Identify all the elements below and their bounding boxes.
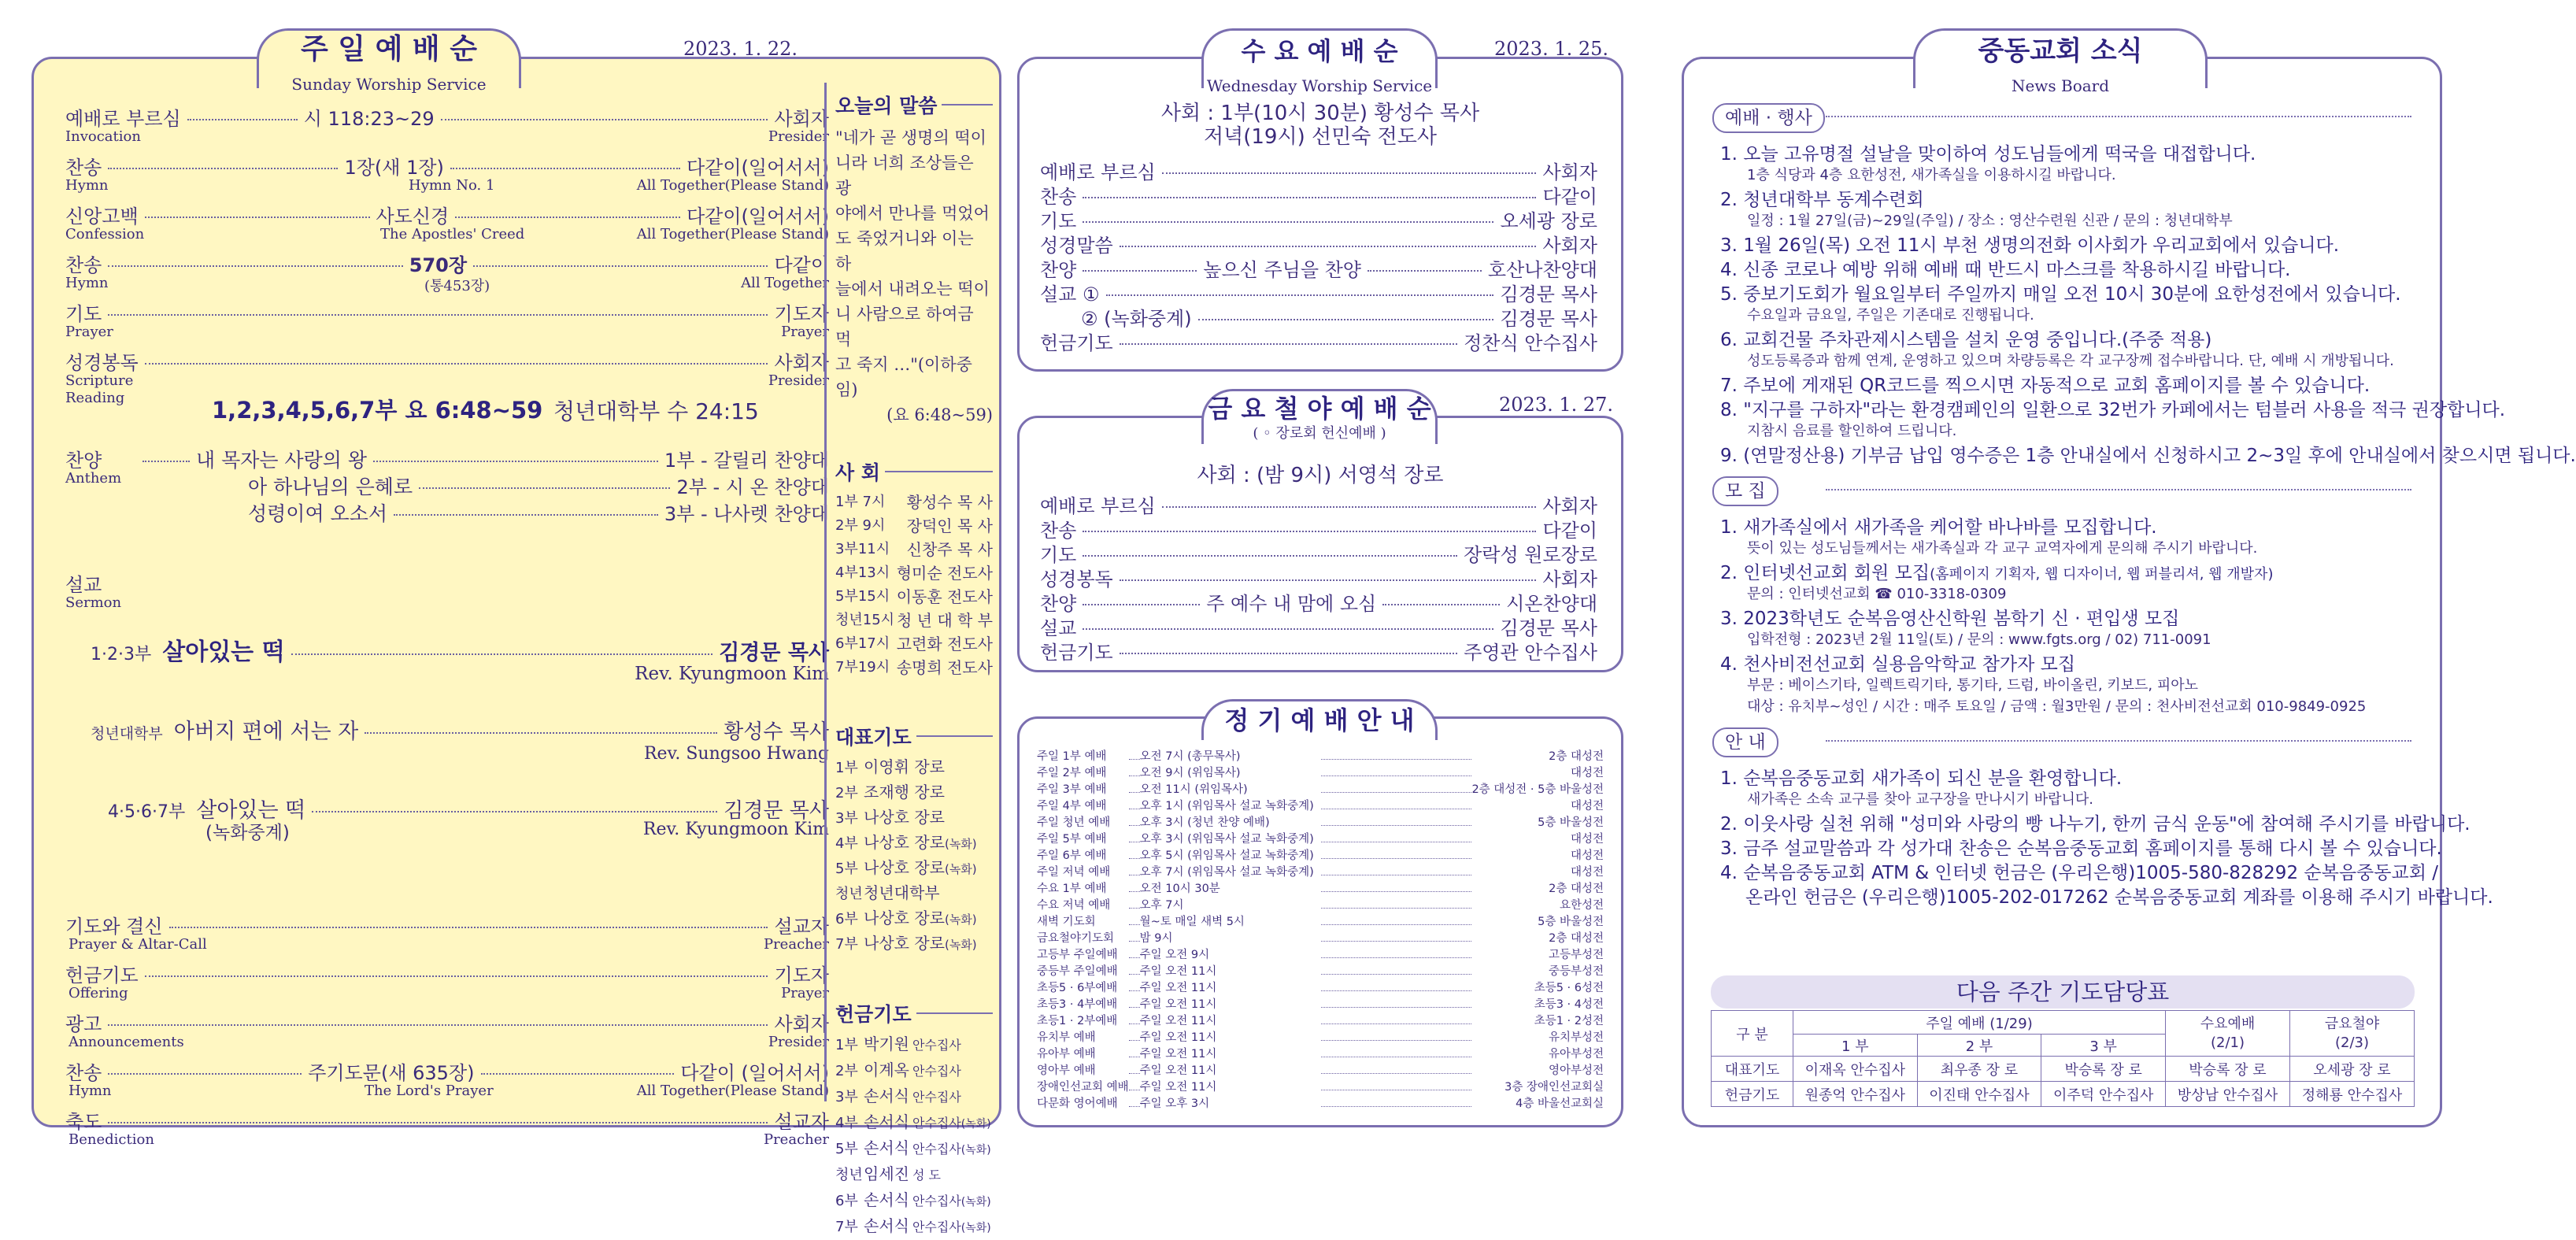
offering-item: 5부 손서식 안수집사(녹화) <box>835 1138 991 1157</box>
offering-item: 6부 손서식 안수집사(녹화) <box>835 1190 991 1209</box>
offering-item: 청년임세진 성 도 <box>835 1164 941 1183</box>
wed-order-item: 예배로 부르심 사회자 <box>1040 161 1597 183</box>
notice-item: 4. 순복음중동교회 ATM & 인터넷 헌금은 (우리은행)1005-580-828292 순복음중동교회 / <box>1720 863 2438 883</box>
sunday-date: 2023. 1. 22. <box>683 38 798 60</box>
regular-row: 다문화 영어예배 주일 오후 3시 4층 바울선교회실 <box>1037 1097 1604 1110</box>
regular-row: 초등5 · 6부예배 주일 오전 11시 초등5 · 6성전 <box>1037 982 1604 994</box>
fri-order-item: 기도 장락성 원로장로 <box>1040 544 1597 566</box>
presider-item: 3부11시 신창주 목 사 <box>835 540 993 559</box>
regular-row: 초등1 · 2부예배 주일 오전 11시 초등1 · 2성전 <box>1037 1015 1604 1027</box>
events-item: 5. 중보기도회가 월요일부터 주일까지 매일 오전 10시 30분에 요한성전에서 있습니다. <box>1720 284 2401 305</box>
events-item: 3. 1월 26일(목) 오전 11시 부천 생명의전화 이사회가 우리교회에서 있습니다. <box>1720 235 2340 256</box>
news-body: 예배 · 행사 1. 오늘 고유명절 설날을 맞이하여 성도님들에게 떡국을 대접합니다. 1층 식당과 4층 요한성전, 새가족실을 이용하시길 바랍니다. 2. 청년대학부 동계수련회 일정 : 1월 27일(금)~29일(주일) / 장소 : 영산수련원 신관 / 문의 : 청년대학부 3. 1월 26일(목) 오전 11시 부천 생명의전화 이사회가 우리교회에서 있습니다. 4. 신종 코로나 예방 위해 예배 때 반드시 마스크를 착용하시길 바랍니다. 5. 중보기도회가 월요일부터 주일까지 매일 오전 10시 30분에 요한성전에서 있습니다. 수요일과 금요일, 주일은 기존대로 진행됩니다. 6. 교회건물 주차관제시스템을 설치 운영 중입니다.(주중 적용) 성도등록증과 함께 연계, 운영하고 있으며 차량등록은 각 교구장께 접수바랍니다. 단, 예배 시 개방됩니다. 7. 주보에 게재된 QR코드를 찍으시면 자동적으로 교회 홈페이지를 볼 수 있습니다. 8. "지구를 구하자"라는 환경캠페인의 일환으로 32번가 카페에서는 텀블러 사용을 적극 권장합니다. 지참시 음료를 할인하여 드립니다. 9. (연말정산용) 기부금 납입 영수증은 1층 안내실에서 신청하시고 2~3일 후에 안내실에서 찾으시면 됩니다. 모 집 1. 새가족실에서 새가족을 케어할 바나바를 모집합니다. 뜻이 있는 성도님들께서는 새가족실과 각 교구 교역자에게 문의해 주시기 바랍니다. 2. 인터넷선교회 회원 모집(홈페이지 기획자, 웹 디자이너, 웹 퍼블리셔, 웹 개발자) 문의 : 인터넷선교회 ☎ 010-3318-0309 3. 2023학년도 순복음영산신학원 봄학기 신 · 편입생 모집 입학전형 : 2023년 2월 11일(토) / 문의 : www.fgts.org / 02) 711-0091 4. 천사비전선교회 실용음악학교 참가자 모집 부문 : 베이스기타, 일렉트릭기타, 통기타, 드럼, 바이올린, 키보드, 피아노 대상 : 유치부~성인 / 시간 : 매주 토요일 / 금액 : 월3만원 / 문의 : 천사비전선교회 010-9849-0925 안 내 1. 순복음중동교회 새가족이 되신 분을 환영합니다. 새가족은 소속 교구를 찾아 교구장을 만나시기 바랍니다. 2. 이웃사랑 실천 위해 "성미와 사랑의 빵 나누기, 한끼 금식 운동"에 참여해 주시기를 바랍니다. 3. 금주 설교말씀과 각 성가대 찬송은 순복음중동교회 홈페이지를 통해 다시 볼 수 있습니다. 4. 순복음중동교회 ATM & 인터넷 헌금은 (우리은행)1005-580-828292 순복음중동교회 / 온라인 헌금은 (우리은행)1005-202-017262 순복음중동교회 계좌를 이용해 주시기 바랍니다. <box>1684 59 2440 1125</box>
sunday-divider <box>824 83 827 1101</box>
offering-list <box>835 1032 993 1240</box>
presider-item: 5부15시 이동훈 전도사 <box>835 587 993 606</box>
presider-list <box>835 490 993 679</box>
fri-order-item: 헌금기도 주영관 안수집사 <box>1040 642 1597 664</box>
regular-row: 주일 4부 예배 오후 1시 (위임목사 설교 녹화중계) 대성전 <box>1037 800 1604 812</box>
order-benediction: 축도 설교자 <box>65 1111 829 1133</box>
prayer-item: 7부 나상호 장로(녹화) <box>835 934 977 953</box>
order-confession: 신앙고백 사도신경 다같이(일어서서) <box>65 205 830 228</box>
verse-ref: (요 6:48~59) <box>886 405 993 424</box>
fri-title-tab: 금 요 철 야 예 배 순 ( ◦ 장로회 헌신예배 ) <box>1201 389 1438 444</box>
regular-row: 주일 청년 예배 오후 3시 (청년 찬양 예배) 5층 바울성전 <box>1037 816 1604 829</box>
wed-leader-2: 저녁(19시) 선민숙 전도사 <box>1204 125 1437 149</box>
wed-order-item: 설교 ① 김경문 목사 <box>1040 283 1597 305</box>
reading-main: 1,2,3,4,5,6,7부 요 6:48~59 <box>212 397 543 424</box>
regular-row: 주일 1부 예배 오전 7시 (총무목사) 2층 대성전 <box>1037 750 1604 763</box>
regular-row: 유치부 예배 주일 오전 11시 유치부성전 <box>1037 1031 1604 1044</box>
regular-row: 초등3 · 4부예배 주일 오전 11시 초등3 · 4성전 <box>1037 998 1604 1011</box>
offering-title: 헌금기도 <box>835 1003 912 1026</box>
order-announcements: 광고 사회자 <box>65 1013 829 1035</box>
sermon-1: 1·2·3부 살아있는 떡 김경문 목사 <box>91 639 829 666</box>
regular-row: 수요 저녁 예배 오후 7시 요한성전 <box>1037 899 1604 912</box>
order-altar-call: 기도와 결신 설교자 <box>65 916 829 938</box>
prayer-item: 5부 나상호 장로(녹화) <box>835 858 977 877</box>
order-hymn-1: 찬송 1장(새 1장) 다같이(일어서서) <box>65 157 829 179</box>
sunday-title-tab: 주 일 예 배 순 Sunday Worship Service <box>257 28 521 88</box>
notice-pill: 안 내 <box>1712 727 1778 757</box>
prayer-item: 청년청년대학부 <box>835 883 940 902</box>
events-item: 7. 주보에 게재된 QR코드를 찍으시면 자동적으로 교회 홈페이지를 볼 수 있습니다. <box>1720 376 2371 396</box>
offering-item: 4부 손서식 안수집사(녹화) <box>835 1112 991 1131</box>
offering-item: 2부 이계옥 안수집사 <box>835 1060 961 1079</box>
events-item: 1. 오늘 고유명절 설날을 맞이하여 성도님들에게 떡국을 대접합니다. <box>1720 144 2256 165</box>
prayer-item: 1부 이영휘 장로 <box>835 757 945 776</box>
fri-date: 2023. 1. 27. <box>1499 394 1614 416</box>
offering-item: 3부 손서식 안수집사 <box>835 1086 961 1105</box>
regular-row: 주일 6부 예배 오후 5시 (위임목사 설교 녹화중계) 대성전 <box>1037 849 1604 862</box>
regular-row: 주일 3부 예배 오전 11시 (위임목사) 2층 대성전 · 5층 바울성전 <box>1037 783 1604 796</box>
offering-item: 1부 박기원 안수집사 <box>835 1035 961 1053</box>
events-item: 2. 청년대학부 동계수련회 <box>1720 190 1924 210</box>
wed-date: 2023. 1. 25. <box>1494 38 1609 60</box>
duty-row-offering: 헌금기도 원종억 안수집사 이진태 안수집사 이주덕 안수집사 방상남 안수집사 정해룡 안수집사 <box>1712 1082 2415 1107</box>
regular-row: 유아부 예배 주일 오전 11시 유아부성전 <box>1037 1048 1604 1060</box>
duty-row-rep: 대표기도 이재옥 안수집사 최우종 장 로 박승록 장 로 박승록 장 로 오세광 장 로 <box>1712 1057 2415 1082</box>
anthem-1: 내 목자는 사랑의 왕 1부 - 갈릴리 찬양대 <box>136 445 829 473</box>
recruit-item: 3. 2023학년도 순복음영산신학원 봄학기 신 · 편입생 모집 <box>1720 609 2180 629</box>
presider-item: 7부19시 송명희 전도사 <box>835 658 993 677</box>
news-title-tab: 중동교회 소식 News Board <box>1913 28 2208 88</box>
news-panel <box>1682 57 2576 1127</box>
order-offering: 헌금기도 기도자 <box>65 964 829 986</box>
wed-title-tab: 수 요 예 배 순 Wednesday Worship Service <box>1201 28 1438 88</box>
notice-item: 3. 금주 설교말씀과 각 성가대 찬송은 순복음중동교회 홈페이지를 통해 다시 볼 수 있습니다. <box>1720 838 2442 859</box>
wednesday-panel <box>1017 57 1623 372</box>
prayer-item: 2부 조재행 장로 <box>835 783 945 801</box>
verse-text: "네가 곧 생명의 떡이 니라 너희 조상들은 광 야에서 만나를 먹었어 도 죽었거니와 이는 하 늘에서 내려오는 떡이 니 사람으로 하여금 먹 고 죽지 …"(이하중임) <box>835 128 990 399</box>
sermon-3: 4·5·6·7부 살아있는 떡 김경문 목사 <box>108 798 829 823</box>
notice-item: 1. 순복음중동교회 새가족이 되신 분을 환영합니다. <box>1720 768 2123 789</box>
prayer-title: 대표기도 <box>835 726 912 749</box>
wed-leader-1: 사회 : 1부(10시 30분) 황성수 목사 <box>1160 102 1480 125</box>
anthem-3: 성령이여 오소서 3부 - 나사렛 찬양대 <box>248 502 829 525</box>
regular-row: 금요철야기도회 밤 9시 2층 대성전 <box>1037 932 1604 945</box>
regular-table <box>1037 747 1604 1111</box>
fri-order-item: 찬양 주 예수 내 맘에 오심 시온찬양대 <box>1040 593 1598 615</box>
regular-row: 주일 2부 예배 오전 9시 (위임목사) 대성전 <box>1037 767 1604 779</box>
events-item: 9. (연말정산용) 기부금 납입 영수증은 1층 안내실에서 신청하시고 2~3일 후에 안내실에서 찾으시면 됩니다. <box>1720 446 2576 466</box>
order-invocation: 예배로 부르심 시 118:23~29 사회자 <box>65 108 829 130</box>
sermon-2: 청년대학부 아버지 편에 서는 자 황성수 목사 <box>91 720 829 744</box>
regular-row: 새벽 기도회 월~토 매일 새벽 5시 5층 바울성전 <box>1037 916 1604 928</box>
friday-panel <box>1017 416 1623 672</box>
presider-item: 6부17시 고련화 전도사 <box>835 635 993 653</box>
recruit-pill: 모 집 <box>1712 476 1778 506</box>
offering-item: 7부 손서식 안수집사(녹화) <box>835 1216 991 1235</box>
order-prayer: 기도 기도자 <box>65 303 829 325</box>
fri-order-item: 성경봉독 사회자 <box>1040 568 1597 590</box>
recruit-item: 2. 인터넷선교회 회원 모집(홈페이지 기획자, 웹 디자이너, 웹 퍼블리셔, 웹 개발자) <box>1720 563 2274 583</box>
sunday-panel <box>31 57 1001 1235</box>
events-item: 4. 신종 코로나 예방 위해 예배 때 반드시 마스크를 착용하시길 바랍니다. <box>1720 260 2291 280</box>
sunday-side <box>835 91 993 1240</box>
anthem-2: 아 하나님의 은혜로 2부 - 시 온 찬양대 <box>248 476 829 498</box>
regular-title-tab: 정 기 예 배 안 내 <box>1201 699 1438 740</box>
presider-item: 청년15시 청 년 대 학 부 <box>835 611 993 630</box>
duty-title: 다음 주간 기도담당표 <box>1711 975 2415 1009</box>
wed-order-item: 찬송 다같이 <box>1040 186 1597 208</box>
prayer-item: 3부 나상호 장로 <box>835 808 945 827</box>
wed-order-item: 찬양 높으신 주님을 찬양 호산나찬양대 <box>1040 259 1597 281</box>
notice-item: 2. 이웃사랑 실천 위해 "성미와 사랑의 빵 나누기, 한끼 금식 운동"에 참여해 주시기를 바랍니다. <box>1720 814 2471 835</box>
regular-panel <box>1017 716 1623 1127</box>
sunday-order: 예배로 부르심 시 118:23~29 사회자 Invocation Presider 찬송 1장(새 1장) 다같이(일어서서) Hymn Hymn No. 1 All Together(Please Stand) 신앙고백 사도신경 다같이(일어서서) Confession The Apostles' Creed All Together(Please Stand) 찬송 570장 다같이 Hymn (통453장) All Together 기도 기도자 Prayer Prayer 성경봉독 사회자 Scripture Reading Presider 1,2,3,4,5,6,7부 요 6:48~59 청년대학부 수 24:15 찬양 Anthem 내 목자는 사랑의 왕 1부 - 갈릴리 찬양대 아 하나님의 은혜로 2부 - 시 온 찬양대 성령이여 오소서 3부 - 나사렛 찬양대 설교 Sermon 1·2·3부 살아있는 떡 김경문 목사 Rev. Kyungmoon Kim 청년대학부 아버지 편에 서는 자 황성수 목사 Rev. Sungsoo Hwang 4·5·6·7부 살아있는 떡 김경문 목사 (녹화중계) Rev. Kyungmoon Kim 기도와 결신 설교자 Prayer & Altar-Call Preacher 헌금기도 기도자 Offering Prayer 광고 사회자 Announcements Presider 찬송 주기도문(새 635장) 다같이 (일어서서) Hymn The Lord's Prayer All Together(Please Stand) 축도 설교자 Benediction Preacher <box>65 103 829 1119</box>
wed-order-item: ② (녹화중계) 김경문 목사 <box>1081 308 1597 330</box>
order-hymn-2: 찬송 570장 다같이 <box>65 254 830 276</box>
fri-order-item: 예배로 부르심 사회자 <box>1040 495 1597 517</box>
presider-title: 사 회 <box>835 461 881 484</box>
recruit-item: 4. 천사비전선교회 실용음악학교 참가자 모집 <box>1720 654 2076 675</box>
fri-leader: 사회 : (밤 9시) 서영석 장로 <box>1197 464 1444 487</box>
order-scripture: 성경봉독 사회자 <box>65 352 829 374</box>
presider-item: 4부13시 형미순 전도사 <box>835 564 993 583</box>
regular-row: 장애인선교회 예배 주일 오전 11시 3층 장애인선교회실 <box>1037 1081 1604 1094</box>
order-lords-prayer: 찬송 주기도문(새 635장) 다같이 (일어서서) <box>65 1062 829 1084</box>
events-item: 8. "지구를 구하자"라는 환경캠페인의 일환으로 32번가 카페에서는 텀블러 사용을 적극 권장합니다. <box>1720 400 2506 420</box>
fri-order-item: 설교 김경문 목사 <box>1040 617 1597 639</box>
regular-row: 주일 저녁 예배 오후 7시 (위임목사 설교 녹화중계) 대성전 <box>1037 866 1604 879</box>
reading-youth: 청년대학부 수 24:15 <box>553 398 759 424</box>
prayer-list <box>835 755 993 957</box>
events-item: 6. 교회건물 주차관제시스템을 설치 운영 중입니다.(주중 적용) <box>1720 330 2212 350</box>
regular-row: 주일 5부 예배 오후 3시 (위임목사 설교 녹화중계) 대성전 <box>1037 833 1604 846</box>
prayer-item: 6부 나상호 장로(녹화) <box>835 909 977 927</box>
recruit-item: 1. 새가족실에서 새가족을 케어할 바나바를 모집합니다. <box>1720 517 2157 538</box>
verse-title: 오늘의 말씀 <box>835 94 938 117</box>
wed-order-item: 기도 오세광 장로 <box>1040 210 1597 232</box>
events-pill: 예배 · 행사 <box>1712 103 1825 133</box>
regular-row: 중등부 주일예배 주일 오전 11시 중등부성전 <box>1037 965 1604 978</box>
duty-table: 구 분 주일 예배 (1/29) 수요예배 (2/1) 금요철야 (2/3) 1 부 2 부 3 부 대표기도 이재옥 안수집사 최우종 장 로 박승록 장 로 박승록 장 로 오세광 장 로 헌금기도 원종억 안수집사 이진태 안수집사 이주덕 안수집사 방상남 안수집사 정해룡 안수집사 <box>1711 1010 2415 1107</box>
fri-order-item: 찬송 다같이 <box>1040 520 1597 542</box>
wed-order-item: 성경말씀 사회자 <box>1040 235 1597 257</box>
prayer-item: 4부 나상호 장로(녹화) <box>835 833 977 852</box>
regular-row: 수요 1부 예배 오전 10시 30분 2층 대성전 <box>1037 883 1604 895</box>
regular-row: 고등부 주일예배 주일 오전 9시 고등부성전 <box>1037 949 1604 961</box>
regular-row: 영아부 예배 주일 오전 11시 영아부성전 <box>1037 1064 1604 1077</box>
presider-item: 1부 7시 황성수 목 사 <box>835 493 993 512</box>
wed-order-item: 헌금기도 정찬식 안수집사 <box>1040 332 1597 354</box>
presider-item: 2부 9시 장덕인 목 사 <box>835 516 993 535</box>
